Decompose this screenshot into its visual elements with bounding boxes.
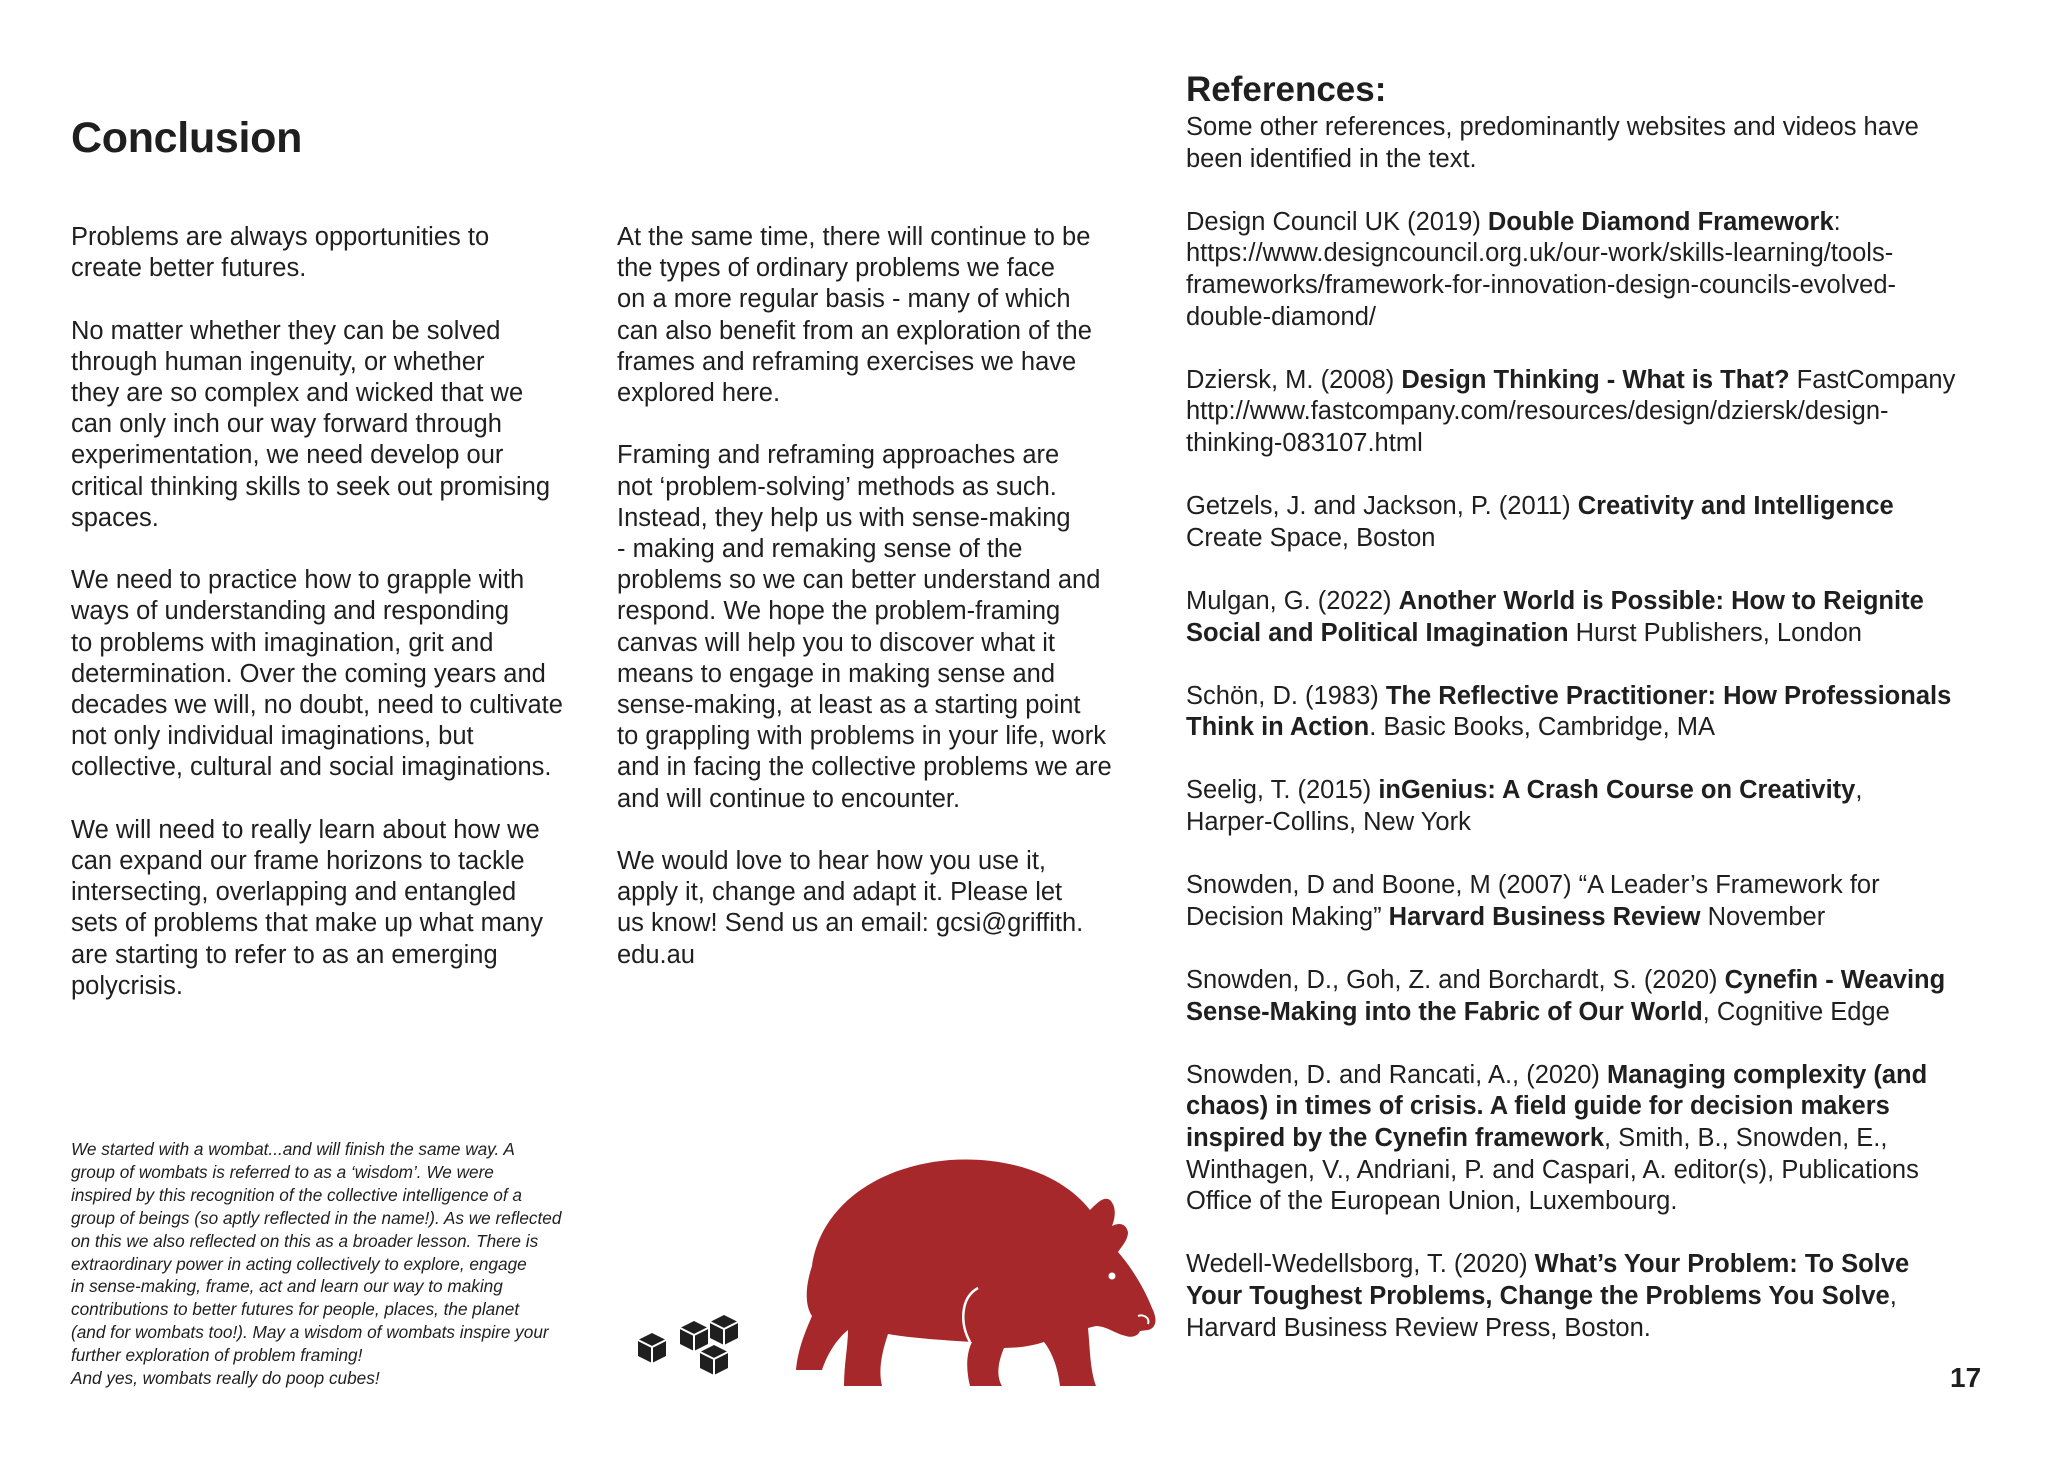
reference-item: Getzels, J. and Jackson, P. (2011) Creativity and Intelligence Create Space, Boston: [1186, 492, 1894, 552]
paragraph: We will need to really learn about how we can expand our frame horizons to tackle intersecting, overlapping and entangled sets of problems that make up what many are starting to refer to as an emerging polycrisis.: [71, 815, 543, 1000]
conclusion-column-2: [617, 222, 1157, 1002]
reference-item: Wedell-Wedellsborg, T. (2020) What’s Your Problem: To Solve Your Toughest Problems, Change the Problems You Solve, Harvard Business Review Press, Boston.: [1186, 1250, 1910, 1342]
wombat-note: We started with a wombat...and will finish the same way. A group of wombats is referred to as a ‘wisdom’. We were inspired by this recognition of the collective intelligence of a group of beings (so aptly reflected in the name!). As we reflected on this we also reflected on this as a broader lesson. There is extraordinary power in acting collectively to explore, engage in sense-making, frame, act and learn our way to making contributions to better futures for people, places, the planet (and for wombats too!). May a wisdom of wombats inspire your further exploration of problem framing! And yes, wombats really do poop cubes!: [71, 1139, 562, 1389]
paragraph: Framing and reframing approaches are not ‘problem-solving’ methods as such. Instead, they help us with sense-making - making and remaking sense of the problems so we can better understand and respond. We hope the problem-framing canvas will help you to discover what it means to engage in making sense and sense-making, at least as a starting point to grappling with problems in your life, work and in facing the collective problems we are and will continue to encounter.: [617, 441, 1112, 813]
page-title: Conclusion: [71, 114, 303, 162]
reference-item: Dziersk, M. (2008) Design Thinking - What is That? FastCompany http://www.fastcompany.com/resources/design/dziersk/design- thinking-083107.html: [1186, 365, 1956, 457]
paragraph: At the same time, there will continue to be the types of ordinary problems we face on a more regular basis - many of which can also benefit from an exploration of the frames and reframing exercises we have explored here.: [617, 223, 1092, 408]
conclusion-column-1: [71, 222, 611, 1033]
references-heading: References:: [1186, 70, 1387, 109]
references-intro: Some other references, predominantly websites and videos have been identified in the text.: [1186, 113, 1919, 173]
references-list: [1186, 112, 1986, 1376]
paragraph: No matter whether they can be solved through human ingenuity, or whether they are so complex and wicked that we can only inch our way forward through experimentation, we need develop our critical thinking skills to seek out promising spaces.: [71, 316, 551, 532]
paragraph: Problems are always opportunities to create better futures.: [71, 223, 490, 283]
reference-item: Snowden, D. and Rancati, A., (2020) Managing complexity (and chaos) in times of crisis. A field guide for decision makers inspired by the Cynefin framework, Smith, B., Snowden, E., Winthagen, V., Andriani, P. and Caspari, A. editor(s), Publications Office of the European Union, Luxembourg.: [1186, 1060, 1928, 1216]
page-number: 17: [1950, 1362, 1982, 1393]
cube-icon: [630, 1310, 760, 1390]
reference-item: Seelig, T. (2015) inGenius: A Crash Course on Creativity, Harper-Collins, New York: [1186, 776, 1863, 837]
reference-item: Snowden, D and Boone, M (2007) “A Leader’s Framework for Decision Making” Harvard Business Review November: [1186, 871, 1880, 931]
paragraph: We need to practice how to grapple with ways of understanding and responding to problems with imagination, grit and determination. Over the coming years and decades we will, no doubt, need to cultivate not only individual imaginations, but collective, cultural and social imaginations.: [71, 566, 563, 782]
reference-item: Schön, D. (1983) The Reflective Practitioner: How Professionals Think in Action. Basic Books, Cambridge, MA: [1186, 681, 1952, 742]
wombat-icon: [760, 1148, 1160, 1398]
reference-item: Mulgan, G. (2022) Another World is Possible: How to Reignite Social and Political Imagination Hurst Publishers, London: [1186, 586, 1924, 647]
reference-item: Design Council UK (2019) Double Diamond Framework: https://www.designcouncil.org.uk/our-work/skills-learning/tools- frameworks/framework-for-innovation-design-councils-evolved- double-diamond/: [1186, 207, 1897, 331]
paragraph: We would love to hear how you use it, apply it, change and adapt it. Please let us know! Send us an email: gcsi@griffith. edu.au: [617, 847, 1084, 969]
reference-item: Snowden, D., Goh, Z. and Borchardt, S. (2020) Cynefin - Weaving Sense-Making into the Fabric of Our World, Cognitive Edge: [1186, 966, 1946, 1026]
